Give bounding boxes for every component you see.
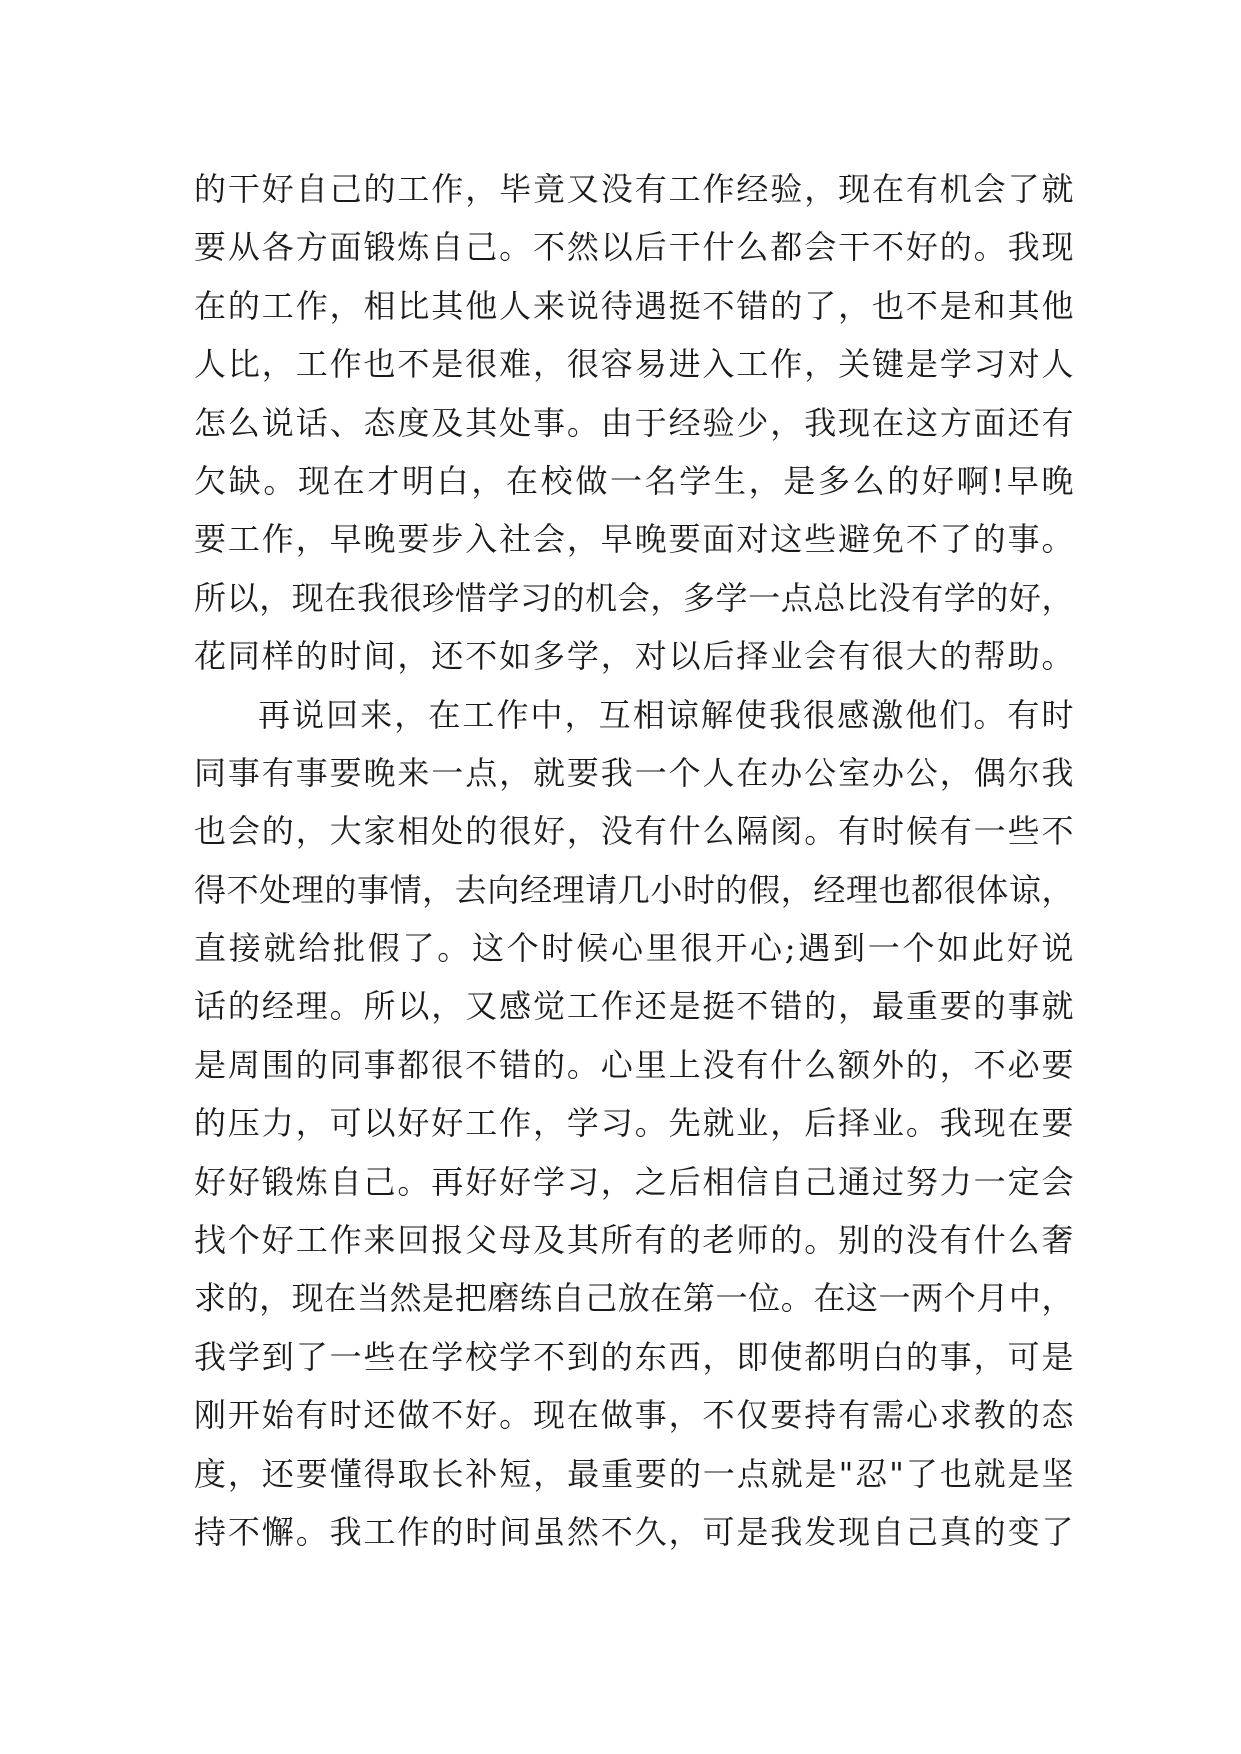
text-line: 欠缺。现在才明白，在校做一名学生，是多么的好啊!早晚 xyxy=(194,461,1074,500)
text-line: 好好锻炼自己。再好好学习，之后相信自己通过努力一定会 xyxy=(194,1162,1074,1201)
body-text xyxy=(194,160,1074,1561)
paragraph-start-line: 再说回来，在工作中，互相谅解使我很感激他们。有时 xyxy=(258,695,1074,734)
text-line: 得不处理的事情，去向经理请几小时的假，经理也都很体谅， xyxy=(194,870,1074,909)
text-line: 人比，工作也不是很难，很容易进入工作，关键是学习对人 xyxy=(194,345,1074,384)
text-line: 同事有事要晚来一点，就要我一个人在办公室办公，偶尔我 xyxy=(194,753,1074,792)
text-line: 也会的，大家相处的很好，没有什么隔阂。有时候有一些不 xyxy=(194,812,1074,851)
text-line: 话的经理。所以，又感觉工作还是挺不错的，最重要的事就 xyxy=(194,987,1074,1026)
text-line: 度，还要懂得取长补短，最重要的一点就是"忍"了也就是坚 xyxy=(194,1454,1074,1493)
text-line: 的干好自己的工作，毕竟又没有工作经验，现在有机会了就 xyxy=(194,170,1074,208)
text-line: 直接就给批假了。这个时候心里很开心;遇到一个如此好说 xyxy=(194,929,1074,968)
text-line: 在的工作，相比其他人来说待遇挺不错的了，也不是和其他 xyxy=(194,286,1074,325)
text-line: 刚开始有时还做不好。现在做事，不仅要持有需心求教的态 xyxy=(194,1396,1074,1435)
text-line: 的压力，可以好好工作，学习。先就业，后择业。我现在要 xyxy=(194,1104,1074,1143)
text-line: 要工作，早晚要步入社会，早晚要面对这些避免不了的事。 xyxy=(194,520,1074,559)
text-line: 找个好工作来回报父母及其所有的老师的。别的没有什么奢 xyxy=(194,1221,1074,1260)
text-line: 我学到了一些在学校学不到的东西，即使都明白的事，可是 xyxy=(194,1337,1074,1376)
text-line: 花同样的时间，还不如多学，对以后择业会有很大的帮助。 xyxy=(194,637,1074,676)
text-line: 怎么说话、态度及其处事。由于经验少，我现在这方面还有 xyxy=(194,403,1074,442)
text-line: 持不懈。我工作的时间虽然不久，可是我发现自己真的变了 xyxy=(194,1512,1074,1551)
text-line: 是周围的同事都很不错的。心里上没有什么额外的，不必要 xyxy=(194,1045,1074,1084)
text-line: 求的，现在当然是把磨练自己放在第一位。在这一两个月中， xyxy=(194,1279,1074,1318)
text-line: 要从各方面锻炼自己。不然以后干什么都会干不好的。我现 xyxy=(194,228,1074,267)
text-line: 所以，现在我很珍惜学习的机会，多学一点总比没有学的好， xyxy=(194,578,1074,617)
